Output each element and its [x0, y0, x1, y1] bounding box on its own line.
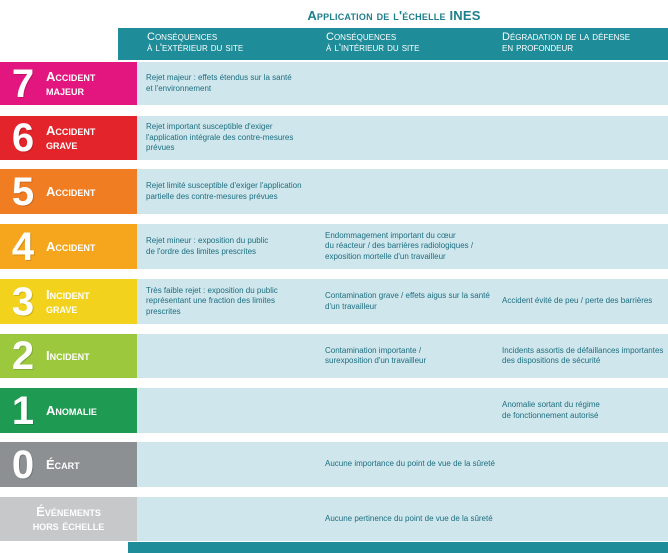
table-title: Application de l'échelle INES: [307, 8, 481, 23]
level-label: [0, 169, 137, 214]
level-row-1: [0, 388, 668, 433]
level-number: 5: [11, 169, 35, 214]
level-name: Accident majeur: [46, 68, 96, 98]
level-label: [0, 224, 137, 269]
level-name: Incident grave: [46, 286, 90, 316]
cell-defense: Accident évité de peu / perte des barrières: [502, 296, 653, 306]
level-number: 6: [11, 116, 35, 160]
cell-outside: Rejet important susceptible d'exiger l'application intégrale des contre-mesures prévues: [146, 122, 294, 153]
level-label: [0, 388, 137, 433]
cell-outside: Rejet limité susceptible d'exiger l'application partielle des contre-mesures prévues: [146, 181, 302, 201]
column-header-inside: Conséquences à l'intérieur du site: [326, 31, 420, 54]
level-label: [0, 116, 137, 160]
cell-defense: [532, 442, 667, 487]
level-label: [0, 279, 137, 324]
level-cells: [137, 62, 668, 105]
level-name: Accident: [46, 183, 96, 199]
level-cells: [137, 334, 668, 378]
column-header-defense: Dégradation de la défense en profondeur: [502, 31, 631, 54]
cell-inside: [325, 388, 495, 433]
footer-bar: [128, 542, 668, 553]
level-label: [0, 62, 137, 105]
level-label: [0, 334, 137, 378]
level-number: 0: [11, 442, 35, 487]
level-name: Écart: [46, 456, 80, 472]
level-name: Anomalie: [46, 402, 97, 418]
level-cells: [137, 116, 668, 160]
cell-inside: Contamination importante / surexposition d'un travailleur: [325, 345, 427, 365]
cell-outside: [146, 442, 316, 487]
level-cells: [137, 388, 668, 433]
level-label: [0, 442, 137, 487]
cell-outside: [146, 334, 316, 378]
column-header-outside: Conséquences à l'extérieur du site: [147, 31, 244, 54]
cell-defense: [532, 497, 667, 541]
cell-defense: [502, 224, 667, 269]
level-label: [0, 497, 137, 541]
level-row-0: [0, 442, 668, 487]
cell-inside: Aucune pertinence du point de vue de la sûreté: [325, 513, 493, 523]
level-row-6: [0, 116, 668, 160]
cell-outside: [146, 388, 316, 433]
cell-inside: Contamination grave / effets aigus sur la santé d'un travailleur: [325, 291, 490, 311]
level-name: Accident: [46, 238, 96, 254]
level-name: Incident: [46, 348, 90, 363]
cell-inside: Endommagement important du cœur du réacteur / des barrières radiologiques / exposition mortelle d'un travailleur: [325, 230, 474, 261]
level-number: 3: [11, 279, 35, 324]
level-row-7: [0, 62, 668, 105]
level-name: Accident grave: [46, 123, 96, 152]
cell-outside: Très faible rejet : exposition du public représentant une fraction des limites prescrites: [146, 285, 278, 316]
level-row-2: [0, 334, 668, 378]
cell-inside: [325, 62, 495, 105]
cell-outside: Rejet mineur : exposition du public de l'ordre des limites prescrites: [146, 236, 269, 256]
level-row-5: [0, 169, 668, 214]
cell-defense: [502, 62, 667, 105]
level-number: 7: [11, 61, 35, 106]
cell-inside: [325, 116, 495, 160]
level-row-3: [0, 279, 668, 324]
level-name: Événements hors échelle: [32, 504, 105, 533]
level-cells: [137, 442, 668, 487]
level-cells: [137, 279, 668, 324]
cell-defense: Incidents assortis de défaillances importantes des dispositions de sécurité: [502, 345, 664, 365]
level-number: 4: [11, 224, 35, 269]
cell-defense: Anomalie sortant du régime de fonctionnement autorisé: [502, 400, 600, 420]
cell-defense: [502, 116, 667, 160]
level-number: 2: [11, 334, 35, 378]
level-row-off-scale: [0, 497, 668, 541]
cell-inside: [325, 169, 495, 214]
cell-outside: [146, 497, 316, 541]
level-cells: [137, 169, 668, 214]
level-number: 1: [11, 388, 35, 433]
level-cells: [137, 224, 668, 269]
cell-defense: [502, 169, 667, 214]
level-row-4: [0, 224, 668, 269]
level-cells: [137, 497, 668, 541]
cell-outside: Rejet majeur : effets étendus sur la santé et l'environnement: [146, 73, 292, 93]
cell-inside: Aucune importance du point de vue de la sûreté: [325, 459, 495, 469]
